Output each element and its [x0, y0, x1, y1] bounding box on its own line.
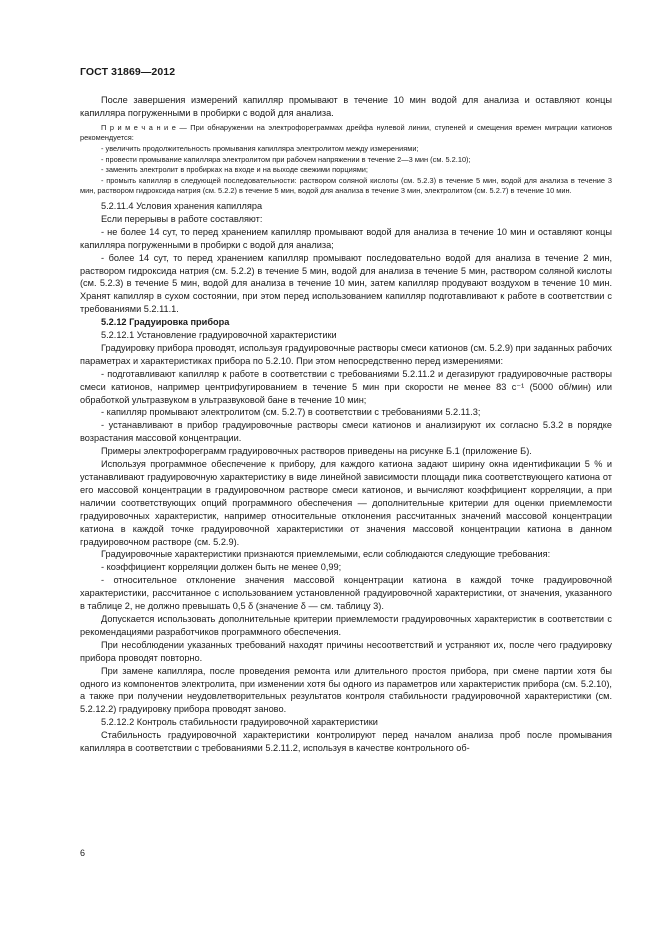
- paragraph: Градуировку прибора проводят, используя градуировочные растворы смеси катионов (см. 5.2.9) при заданных рабочих параметрах и характеристиках прибора по 5.2.10. При этом непосредственно перед измерениями:: [80, 342, 612, 366]
- note-paragraph: [80, 123, 612, 144]
- section-heading-5-2-12-2: 5.2.12.2 Контроль стабильности градуировочной характеристики: [101, 717, 378, 728]
- paragraph: - коэффициент корреляции должен быть не менее 0,99;: [101, 562, 342, 573]
- note-text: — При обнаружении на электрофореграммах дрейфа нулевой линии, ступеней и смещения времен миграции катионов рекомендуется:: [80, 122, 612, 143]
- paragraph: При замене капилляра, после проведения ремонта или длительного простоя прибора, при смене партии хотя бы одного из компонентов электролита, при изменении хотя бы одного из параметров или характеристик прибора (см. 5.2.10), а также при получении неудовлетворительных результатов контроля стабильности градуировочной характеристики (см. 5.2.12.2) градуировку прибора проводят заново.: [80, 665, 612, 715]
- paragraph: Примеры электрофореграмм градуировочных растворов приведены на рисунке Б.1 (приложение Б).: [101, 446, 532, 457]
- note-item: - заменить электролит в пробирках на входе и на выходе свежими порциями;: [101, 165, 368, 175]
- section-heading-5-2-12-1: 5.2.12.1 Установление градуировочной характеристики: [101, 330, 337, 341]
- paragraph: Градуировочные характеристики признаются приемлемыми, если соблюдаются следующие требования:: [101, 549, 551, 560]
- note-item: - провести промывание капилляра электролитом при рабочем напряжении в течение 2—3 мин (см. 5.2.10);: [101, 154, 471, 164]
- paragraph: - капилляр промывают электролитом (см. 5.2.7) в соответствии с требованиями 5.2.11.3;: [101, 407, 481, 418]
- paragraph: Допускается использовать дополнительные критерии приемлемости градуировочных характеристик в соответствии с рекомендациями разработчиков программного обеспечения.: [80, 613, 612, 637]
- section-heading-5-2-11-4: 5.2.11.4 Условия хранения капилляра: [101, 200, 263, 211]
- note-item: - увеличить продолжительность промывания капилляра электролитом между измерениями;: [101, 144, 419, 153]
- page-content: [80, 94, 612, 755]
- paragraph: - относительное отклонение значения массовой концентрации катиона в каждой точке градуировочной характеристики, рассчитанное с использованием установленной градуировочной характеристики, от значения, указанного в таблице 2, не должно превышать 0,5 δ (значение δ — см. таблицу 3).: [80, 575, 612, 612]
- note-block: [80, 123, 612, 197]
- intro-paragraph: После завершения измерений капилляр промывают в течение 10 мин водой для анализа и оставляют концы капилляра погруженными в пробирки с водой для анализа.: [80, 95, 612, 118]
- paragraph: Стабильность градуировочной характеристики контролируют перед началом анализа проб после промывания капилляра в соответствии с требованиями 5.2.11.2, используя в качестве контрольного об-: [80, 730, 612, 754]
- paragraph: - не более 14 сут, то перед хранением капилляр промывают водой для анализа в течение 10 мин и оставляют концы капилляра погруженными в пробирки с водой для анализа;: [80, 226, 612, 250]
- document-header: ГОСТ 31869—2012: [80, 66, 176, 78]
- section-heading-5-2-12: 5.2.12 Градуировка прибора: [101, 317, 230, 328]
- paragraph: При несоблюдении указанных требований находят причины несоответствий и устраняют их, после чего градуировку прибора проводят повторно.: [80, 639, 612, 663]
- paragraph: Используя программное обеспечение к прибору, для каждого катиона задают ширину окна идентификации 5 % и устанавливают градуировочную характеристику в виде линейной зависимости площади пика соответствующего катиона от его массовой концентрации в градуировочном растворе смеси катионов, и вычисляют коэффициент корреляции, а при наличии соответствующих опций программного обеспечения — дополнительные критерии для оценки приемлемости градуировочных характеристик, например относительные отклонения рассчитанных значений массовой концентрации катиона в каждой точке градуировочной характеристики от значения массовой концентрации катиона в данном градуировочном растворе (см. 5.2.9).: [80, 459, 612, 547]
- note-item: - промыть капилляр в следующей последовательности: раствором соляной кислоты (см. 5.2.3) в течение 5 мин, водой для анализа в течение 3 мин, раствором гидроксида натрия (см. 5.2.2) в течение 5 мин, водой для анализа в течение 3 мин, электролитом (см. 5.2.7) в течение 10 мин.: [80, 175, 612, 196]
- paragraph: - подготавливают капилляр к работе в соответствии с требованиями 5.2.11.2 и дегазируют градуировочные растворы смеси катионов, например центрифугированием в течение 5 мин при скорости не менее 83 с⁻¹ (5000 об/мин) или обработкой ультразвуком в ультразвуковой бане в течение 10 мин;: [80, 368, 612, 405]
- paragraph: - более 14 сут, то перед хранением капилляр промывают последовательно водой для анализа в течение 2 мин, раствором гидроксида натрия (см. 5.2.2) в течение 5 мин, водой для анализа в течение 5 мин, раствором соляной кислоты (см. 5.2.3) в течение 5 мин, водой для анализа в течение 10 мин, затем капилляр продувают воздухом в течение 10 мин. Хранят капилляр в сухом состоянии, при этом перед использованием капилляр подготавливают к работе в соответствии с требованиями 5.2.11.1.: [80, 252, 612, 315]
- note-label: П р и м е ч а н и е: [101, 122, 176, 132]
- paragraph: - устанавливают в прибор градуировочные растворы смеси катионов и анализируют их согласно 5.3.2 в порядке возрастания массовой концентрации.: [80, 420, 612, 444]
- paragraph: Если перерывы в работе составляют:: [101, 213, 263, 224]
- page-number: 6: [80, 848, 86, 858]
